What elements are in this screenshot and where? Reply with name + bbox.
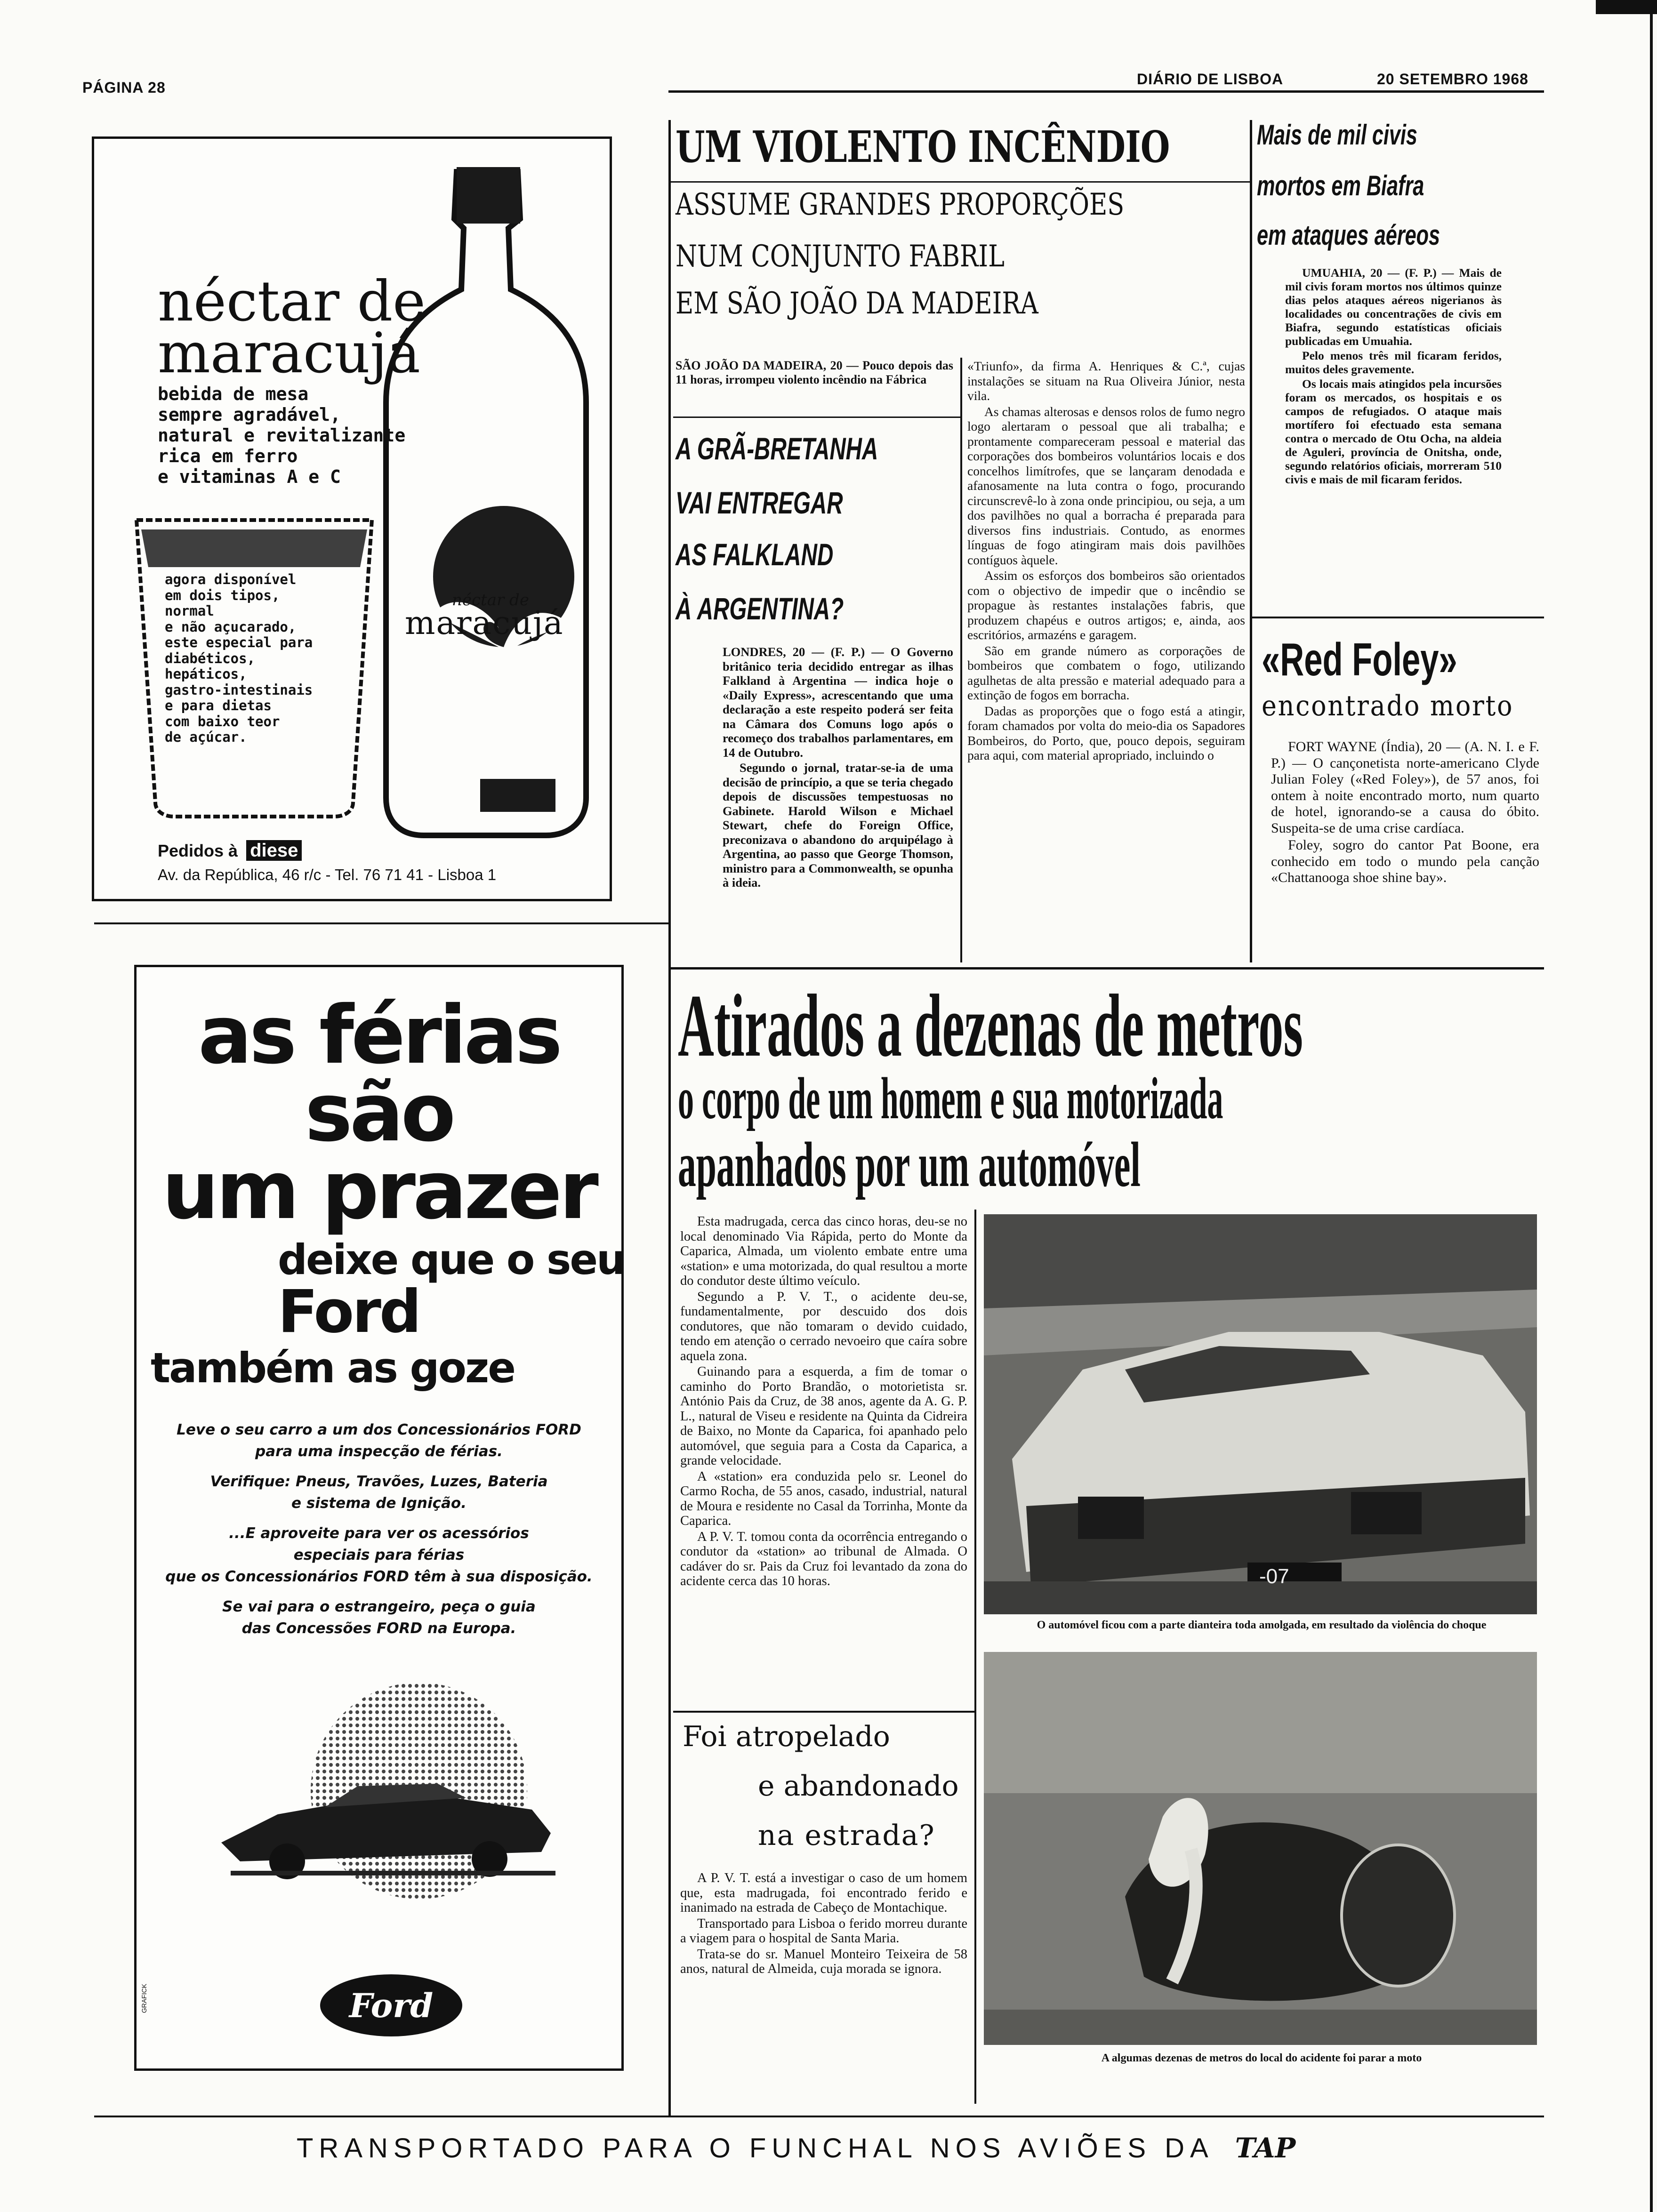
fire-body-col2 xyxy=(967,359,1245,764)
biafra-headline-3: em ataques aéreos xyxy=(1257,219,1440,251)
glass-text-line: de açúcar. xyxy=(165,729,247,745)
ford-headline-line5: Ford xyxy=(278,1278,420,1346)
nectar-body-line: bebida de mesa xyxy=(158,384,309,404)
crash-photo-car-caption: O automóvel ficou com a parte dianteira toda amolgada, em resultado da violência do choque xyxy=(1037,1619,1487,1631)
column-rule-right xyxy=(1250,120,1252,962)
ford-body-line: Leve o seu carro a um dos Concessionários FORD xyxy=(177,1421,581,1438)
fire-lead xyxy=(676,359,953,388)
atropelado-body xyxy=(680,1871,967,1978)
falkland-paragraph: LONDRES, 20 — (F. P.) — O Governo britânico teria decidido entregar as ilhas Falkland à Argentina — indica hoje o «Daily Express», acrescentando que uma declaração a este respeito poderá ser feita na Câmara dos Comuns logo após o recomeço dos trabalhos parlamentares, em 14 de Outubro. xyxy=(723,645,953,760)
foley-headline-1: «Red Foley» xyxy=(1262,633,1457,685)
nectar-body-line: sempre agradável, xyxy=(158,404,341,425)
ford-body-line: e sistema de Ignição. xyxy=(291,1495,467,1512)
nectar-body-line: e vitaminas A e C xyxy=(158,466,341,487)
falkland-headline-4: À ARGENTINA? xyxy=(676,591,844,626)
page-number: PÁGINA 28 xyxy=(82,79,166,96)
fire-paragraph: Assim os esforços dos bombeiros são orientados com o objectivo de impedir que o incêndio se propague às restantes instalações fabris, que produzem chapéus e outros artigos; e, ainda, aos escritórios, armazéns e garagem. xyxy=(967,568,1245,642)
glass-text-line: e não açucarado, xyxy=(165,618,297,635)
atropelado-headline-2: e abandonado xyxy=(758,1770,959,1803)
nectar-address: Av. da República, 46 r/c - Tel. 76 71 41 - Lisboa 1 xyxy=(158,866,497,883)
biafra-paragraph: Pelo menos três mil ficaram feridos, muitos deles gravemente. xyxy=(1285,349,1502,376)
fire-paragraph: São em grande número as corporações de bombeiros que combatem o fogo, utilizando agulhetas de alta pressão e material adequado para a extinção de fogos em borracha. xyxy=(967,643,1245,702)
horizontal-rule-left xyxy=(94,922,668,924)
fire-paragraph: As chamas alterosas e densos rolos de fumo negro logo alertaram o pessoal que ali trabalha; e prontamente compareceram pessoal e material das corporações dos bombeiros voluntários locais e dos concelhos limítrofes, que se lançaram denodada e afanosamente na luta contra o fogo, procurando circunscrevê-lo à zona onde principiou, ou seja, a um dos pavilhões no qual a borracha é preparada para diversos fins industriais. Contudo, as enormes línguas de fogo atingiram mais dois pavilhões contíguos àquele. xyxy=(967,404,1245,567)
glass-text xyxy=(165,572,313,745)
glass-text-line: este especial para xyxy=(165,634,313,650)
issue-date: 20 SETEMBRO 1968 xyxy=(1377,71,1528,88)
column-rule-left xyxy=(668,120,671,2116)
ford-body-text xyxy=(137,1419,621,1639)
ford-ad-code: GRAFICK xyxy=(140,1984,148,2013)
tap-logo: TAP xyxy=(1235,2132,1296,2164)
atropelado-paragraph: Transportado para Lisboa o ferido morreu durante a viagem para o hospital de Santa Maria. xyxy=(680,1916,967,1946)
nectar-title-line1: néctar de xyxy=(158,269,426,334)
biafra-paragraph: Os locais mais atingidos pela incursões foram os mercados, os hospitais e os campos de refugiados. O ataque mais mortífero foi efectuado esta semana contra o mercado de Otu Ocha, na aldeia de Aguleri, província de Onitsha, onde, segundo relatórios oficiais, morreram 510 civis e mais de mil ficaram feridos. xyxy=(1285,377,1502,486)
glass-text-line: normal xyxy=(165,603,214,619)
atropelado-paragraph: A P. V. T. está a investigar o caso de um homem que, esta madrugada, foi encontrado ferido e inanimado na estrada de Cabeço de Montachique. xyxy=(680,1871,967,1915)
ford-headline-line6: também as goze xyxy=(151,1344,515,1392)
ford-body-line: que os Concessionários FORD têm à sua disposição. xyxy=(165,1568,593,1585)
crash-photo-moto xyxy=(984,1652,1537,2045)
foley-paragraph: Foley, sogro do cantor Pat Boone, era conhecido em todo o mundo pela canção «Chattanooga shoe shine bay». xyxy=(1271,837,1539,885)
car-photo-image xyxy=(984,1214,1537,1614)
ford-logo-text: Ford xyxy=(349,1986,434,2025)
glass-text-line: com baixo teor xyxy=(165,713,280,729)
fire-paragraph: «Triunfo», da firma A. Henriques & C.ª, cujas instalações se situam na Rua Oliveira Júnior, nesta vila. xyxy=(967,359,1245,403)
ford-headline-line2: são xyxy=(305,1066,453,1160)
ford-ad xyxy=(134,965,624,2071)
glass-text-line: hepáticos, xyxy=(165,666,247,682)
ford-headline-line3: um prazer xyxy=(162,1144,596,1237)
horizontal-rule-biafra xyxy=(1252,617,1544,618)
header-rule xyxy=(668,90,1544,93)
fire-headline: UM VIOLENTO INCÊNDIO xyxy=(676,121,1170,172)
ford-body-line: especiais para férias xyxy=(293,1547,465,1563)
atropelado-paragraph: Trata-se do sr. Manuel Monteiro Teixeira de 58 anos, natural de Almeida, cuja morada se ignora. xyxy=(680,1947,967,1976)
falkland-headline-1: A GRÃ-BRETANHA xyxy=(676,431,878,466)
glass-text-line: e para dietas xyxy=(165,697,272,713)
biafra-headline-1: Mais de mil civis xyxy=(1257,119,1417,151)
moto-photo-image xyxy=(984,1652,1537,2045)
nectar-body-line: natural e revitalizante xyxy=(158,425,406,446)
ford-body-line: para uma inspecção de férias. xyxy=(255,1443,503,1460)
nectar-title-line2: maracujá xyxy=(158,321,421,385)
ford-headline-line1: as férias xyxy=(198,989,560,1082)
right-edge-line xyxy=(1650,0,1653,2212)
right-edge-bar xyxy=(1596,0,1657,14)
nectar-orders-label xyxy=(158,840,302,861)
footer-rule xyxy=(94,2116,1544,2117)
falkland-paragraph: Segundo o jornal, tratar-se-ia de uma decisão de princípio, a que se teria chegado depois de discussões tempestuosas no Gabinete. Harold Wilson e Michael Stewart, chefe do Foreign Office, preconizava o abandono do arquipélago à Argentina, ao passo que George Thomson, ministro para a Commonwealth, se opunha à ideia. xyxy=(723,761,953,890)
column-rule-mid xyxy=(960,358,962,962)
atropelado-headline-1: Foi atropelado xyxy=(683,1720,890,1753)
crash-headline-3: apanhados por um automóvel xyxy=(678,1130,1141,1200)
glass-text-line: diabéticos, xyxy=(165,650,256,666)
footer-banner xyxy=(297,2132,1295,2164)
ford-body-line: das Concessões FORD na Europa. xyxy=(241,1620,516,1637)
ford-body-line: ...E aproveite para ver os acessórios xyxy=(229,1525,529,1542)
atropelado-headline-3: na estrada? xyxy=(758,1819,935,1852)
falkland-headline-2: VAI ENTREGAR xyxy=(676,485,843,520)
newspaper-name: DIÁRIO DE LISBOA xyxy=(1137,71,1284,88)
foley-paragraph: FORT WAYNE (Índia), 20 — (A. N. I. e F. P.) — O cançonetista norte-americano Clyde Julian Foley («Red Foley»), de 57 anos, foi ontem à noite encontrado morto, num quarto de hotel, ignorando-se a causa do óbito. Suspeita-se de uma crise cardíaca. xyxy=(1271,739,1539,836)
fire-lead-paragraph: SÃO JOÃO DA MADEIRA, 20 — Pouco depois das 11 horas, irrompeu violento incêndio na Fábrica xyxy=(676,359,953,386)
horizontal-rule-top-section xyxy=(668,967,1544,970)
nectar-body-text xyxy=(158,384,405,487)
falkland-body xyxy=(723,645,953,891)
horizontal-rule-falkland xyxy=(673,417,960,418)
crash-photo-car xyxy=(984,1214,1537,1614)
ford-car-illustration xyxy=(202,1683,570,1918)
fire-subhead-3: EM SÃO JOÃO DA MADEIRA xyxy=(676,286,1038,321)
bottle-label-big: maracujá xyxy=(405,605,564,642)
nectar-ad xyxy=(92,136,612,901)
biafra-body xyxy=(1285,266,1502,487)
crash-body xyxy=(680,1214,967,1590)
fire-paragraph: Dadas as proporções que o fogo está a atingir, foram chamados por volta do meio-dia os Sapadores Bombeiros, do Porto, que, pouco depois, seguiram para aqui, com material apropriado, incluindo o xyxy=(967,703,1245,762)
orders-text: Pedidos à xyxy=(158,841,238,860)
falkland-headline-3: AS FALKLAND xyxy=(676,537,834,572)
crash-photo-moto-caption: A algumas dezenas de metros do local do acidente foi parar a moto xyxy=(1101,2052,1422,2064)
crash-paragraph: Esta madrugada, cerca das cinco horas, deu-se no local denominado Via Rápida, perto do Monte da Caparica, Almada, um violento embate entre uma «station» e uma motorizada, do qual resultou a morte do condutor deste último veículo. xyxy=(680,1214,967,1288)
ford-oval-logo xyxy=(320,1974,462,2036)
atropelado-top-rule xyxy=(673,1711,974,1713)
foley-body xyxy=(1271,739,1539,887)
crash-paragraph: Segundo a P. V. T., o acidente deu-se, fundamentalmente, por descuido dos dois condutores, que não tomaram o devido cuidado, tendo em atenção o cerrado nevoeiro que caíra sobre aquela zona. xyxy=(680,1289,967,1363)
crash-paragraph: A P. V. T. tomou conta da ocorrência entregando o condutor da «station» ao tribunal de Almada. O cadáver do sr. Pais da Cruz foi levantado da zona do acidente cerca das 10 horas. xyxy=(680,1529,967,1588)
bottle-label-small: néctar de xyxy=(452,591,529,609)
biafra-headline-2: mortos em Biafra xyxy=(1257,170,1424,201)
glass-text-line: gastro-intestinais xyxy=(165,681,313,698)
fire-subhead-1: ASSUME GRANDES PROPORÇÕES xyxy=(676,187,1125,222)
ford-body-line: Se vai para o estrangeiro, peça o guia xyxy=(222,1598,536,1615)
diese-logo: diese xyxy=(246,840,302,861)
nectar-body-line: rica em ferro xyxy=(158,446,298,466)
fire-headline-rule xyxy=(671,181,1250,183)
glass-text-line: em dois tipos, xyxy=(165,587,280,603)
column-rule-crash xyxy=(974,1210,976,2104)
glass-text-line: agora disponível xyxy=(165,571,297,587)
crash-paragraph: Guinando para a esquerda, a fim de tomar o caminho do Porto Brandão, o motorietista sr. António Pais da Cruz, de 38 anos, agente da A. G. P. L., natural de Viseu e residente na Quinta da Cidreira de Baixo, no Monte da Caparica, foi apanhado pelo automóvel, que seguia para a Costa da Caparica, a grande velocidade. xyxy=(680,1364,967,1468)
crash-headline-2: o corpo de um homem e sua motorizada xyxy=(678,1066,1223,1131)
crash-paragraph: A «station» era conduzida pelo sr. Leonel do Carmo Rocha, de 55 anos, casado, industrial, natural de Moura e residente no Casal da Torrinha, Monte da Caparica. xyxy=(680,1469,967,1528)
ford-headline-line4: deixe que o seu xyxy=(278,1235,625,1284)
ford-body-line: Verifique: Pneus, Travões, Luzes, Bateria xyxy=(210,1473,548,1490)
foley-headline-2: encontrado morto xyxy=(1262,689,1514,722)
biafra-paragraph: UMUAHIA, 20 — (F. P.) — Mais de mil civis foram mortos nos últimos quinze dias pelos ataques aéreos nigerianos às localidades ou concentrações de civis em Biafra, segundo estatísticas oficiais publicadas em Umuahia. xyxy=(1285,266,1502,348)
crash-headline-1: Atirados a dezenas de metros xyxy=(678,977,1303,1075)
fire-subhead-2: NUM CONJUNTO FABRIL xyxy=(676,239,1005,274)
footer-text: TRANSPORTADO PARA O FUNCHAL NOS AVIÕES DA xyxy=(297,2133,1213,2164)
car-plate-text: -07 xyxy=(1259,1565,1289,1588)
